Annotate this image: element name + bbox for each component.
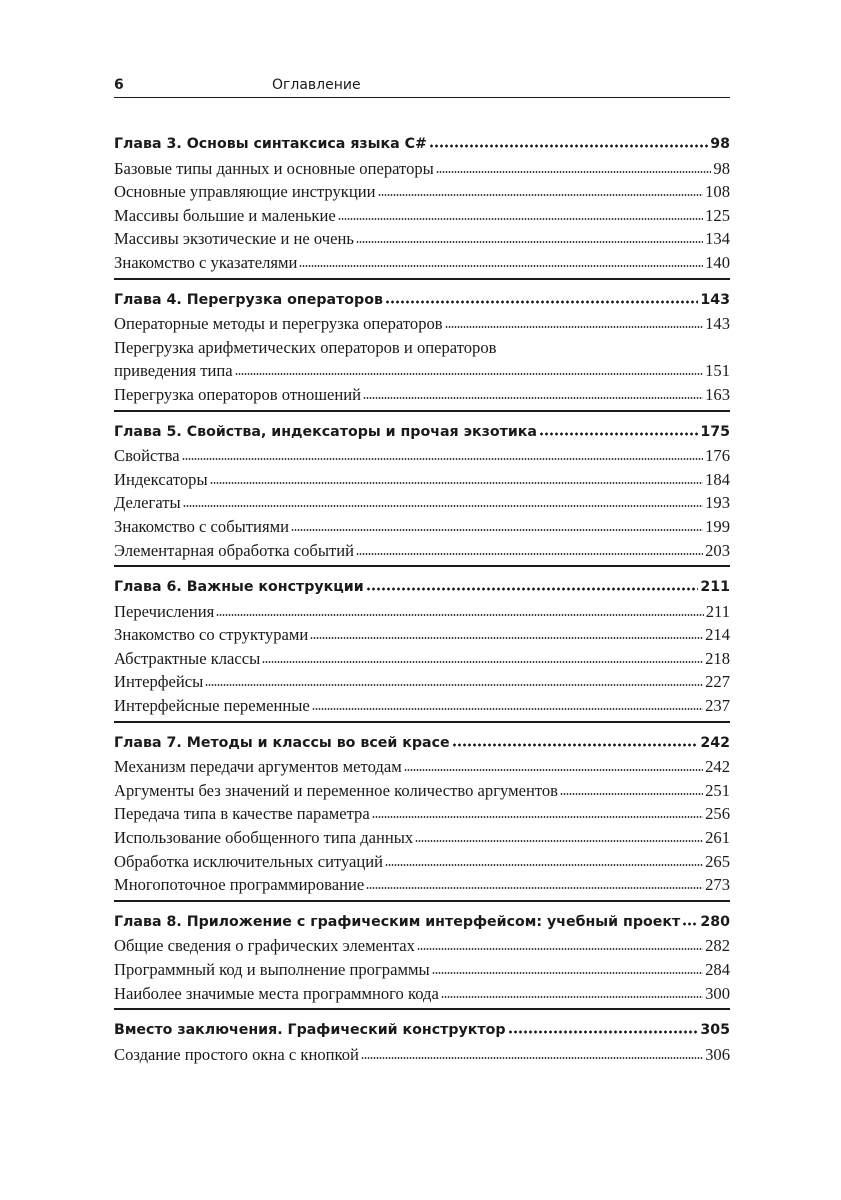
- chapter-page: 98: [710, 136, 730, 152]
- chapter-title: Глава 8. Приложение с графическим интерфейсом: учебный проект: [114, 913, 681, 930]
- entry-title: Передача типа в качестве параметра: [114, 804, 370, 824]
- entry-title: Интерфейсные переменные: [114, 696, 310, 716]
- entry-title: Основные управляющие инструкции: [114, 182, 376, 202]
- entry-title-continued: приведения типа: [114, 361, 233, 381]
- toc-entry[interactable]: [114, 600, 730, 624]
- entry-page: 237: [705, 696, 730, 716]
- dot-leader: [366, 587, 699, 591]
- toc-entry[interactable]: [114, 670, 730, 694]
- chapter-page: 175: [700, 423, 730, 440]
- dot-leader: [539, 432, 698, 436]
- chapter-heading[interactable]: [114, 133, 730, 157]
- entry-title: Создание простого окна с кнопкой: [114, 1044, 359, 1064]
- dot-leader: [235, 372, 703, 376]
- entry-title: Аргументы без значений и переменное количество аргументов: [114, 780, 558, 800]
- entry-page: 108: [705, 182, 730, 202]
- chapter-7: [114, 732, 730, 902]
- toc-entry[interactable]: [114, 251, 730, 275]
- entry-page: 282: [705, 936, 730, 956]
- entry-title: Программный код и выполнение программы: [114, 960, 430, 979]
- chapter-page: 211: [700, 579, 730, 596]
- toc-entry[interactable]: [114, 180, 730, 204]
- dot-leader: [312, 707, 703, 711]
- entry-page: 218: [705, 648, 730, 668]
- toc-entry[interactable]: [114, 647, 730, 671]
- entry-page: 143: [705, 314, 730, 334]
- chapter-heading[interactable]: [114, 1019, 730, 1043]
- entry-title: Делегаты: [114, 493, 181, 513]
- entry-title: Свойства: [114, 446, 180, 466]
- dot-leader: [205, 683, 703, 687]
- entry-title: Использование обобщенного типа данных: [114, 828, 414, 848]
- chapter-title: Глава 5. Свойства, индексаторы и прочая экзотика: [114, 423, 537, 440]
- dot-leader: [445, 325, 703, 329]
- dot-leader: [356, 552, 703, 556]
- entry-page: 227: [705, 672, 730, 692]
- entry-page: 163: [705, 384, 730, 404]
- entry-page: 265: [705, 851, 730, 871]
- chapter-page: 305: [700, 1022, 730, 1039]
- entry-title: Знакомство со структурами: [114, 625, 309, 645]
- chapter-title: Глава 7. Методы и классы во всей красе: [114, 734, 450, 751]
- dot-leader: [429, 144, 708, 148]
- entry-title: Многопоточное программирование: [114, 875, 365, 895]
- entry-title: Обработка исключительных ситуаций: [114, 851, 384, 871]
- page-header: [114, 73, 730, 98]
- toc-entry-first-line[interactable]: [114, 336, 730, 360]
- entry-title: Массивы большие и маленькие: [114, 205, 336, 225]
- dot-leader: [299, 264, 703, 268]
- entry-title: Абстрактные классы: [114, 648, 261, 668]
- entry-page: 300: [705, 983, 730, 1003]
- chapter-heading[interactable]: [114, 576, 730, 600]
- dot-leader: [385, 300, 698, 304]
- entry-page: 151: [705, 361, 730, 381]
- entry-title: Базовые типы данных и основные операторы: [114, 158, 434, 178]
- chapter-page: 242: [700, 734, 730, 751]
- entry-page: 211: [705, 601, 730, 621]
- table-of-contents: [114, 133, 730, 1078]
- dot-leader: [452, 743, 699, 747]
- entry-title: Знакомство с указателями: [114, 252, 298, 272]
- dot-leader: [432, 971, 704, 975]
- toc-entry[interactable]: [114, 204, 730, 228]
- chapter-6: [114, 576, 730, 723]
- chapter-4: [114, 289, 730, 412]
- dot-leader: [417, 947, 703, 951]
- chapter-heading[interactable]: [114, 421, 730, 445]
- entry-title: Общие сведения о графических элементах: [114, 936, 415, 956]
- running-title: Оглавление: [272, 77, 361, 93]
- toc-entry[interactable]: [114, 802, 730, 826]
- entry-title: Элементарная обработка событий: [114, 540, 355, 560]
- dot-leader: [682, 922, 698, 926]
- toc-entry[interactable]: [114, 227, 730, 251]
- entry-title: Наиболее значимые места программного кода: [114, 983, 439, 1003]
- toc-entry[interactable]: [114, 383, 730, 407]
- toc-entry[interactable]: [114, 623, 730, 647]
- dot-leader: [560, 792, 703, 796]
- toc-entry[interactable]: [114, 779, 730, 803]
- toc-entry[interactable]: [114, 539, 730, 563]
- entry-title: Массивы экзотические и не очень: [114, 229, 354, 249]
- dot-leader: [415, 839, 703, 843]
- dot-leader: [372, 815, 703, 819]
- entry-page: 256: [705, 804, 730, 824]
- dot-leader: [404, 768, 703, 772]
- entry-page: 193: [705, 493, 730, 513]
- entry-page: 184: [705, 469, 730, 489]
- toc-entry[interactable]: [114, 873, 730, 897]
- entry-title: Перечисления: [114, 601, 215, 621]
- toc-entry[interactable]: [114, 157, 730, 181]
- entry-page: 203: [705, 540, 730, 560]
- toc-entry[interactable]: [114, 444, 730, 468]
- toc-entry[interactable]: [114, 359, 730, 383]
- entry-title: Интерфейсы: [114, 672, 204, 692]
- dot-leader: [378, 193, 704, 197]
- chapter-page: 280: [700, 913, 730, 930]
- toc-entry[interactable]: [114, 694, 730, 718]
- dot-leader: [508, 1030, 699, 1034]
- toc-entry[interactable]: [114, 755, 730, 779]
- dot-leader: [441, 995, 703, 999]
- toc-entry[interactable]: [114, 934, 730, 958]
- toc-entry[interactable]: [114, 850, 730, 874]
- entry-page: 140: [705, 252, 730, 272]
- dot-leader: [210, 481, 704, 485]
- dot-leader: [182, 457, 704, 461]
- entry-page: 261: [705, 828, 730, 848]
- entry-page: 251: [705, 780, 730, 800]
- dot-leader: [338, 217, 703, 221]
- entry-title: Перегрузка операторов отношений: [114, 384, 362, 404]
- chapter-heading[interactable]: [114, 911, 730, 935]
- toc-entry[interactable]: [114, 312, 730, 336]
- dot-leader: [356, 240, 703, 244]
- chapter-conclusion: [114, 1019, 730, 1069]
- dot-leader: [363, 396, 703, 400]
- chapter-title: Глава 3. Основы синтаксиса языка C#: [114, 136, 427, 152]
- dot-leader: [436, 170, 712, 174]
- chapter-title: Глава 6. Важные конструкции: [114, 579, 364, 596]
- toc-entry[interactable]: [114, 958, 730, 982]
- dot-leader: [366, 886, 703, 890]
- toc-entry[interactable]: [114, 468, 730, 492]
- entry-page: 273: [705, 875, 730, 895]
- entry-page: 306: [705, 1044, 730, 1064]
- dot-leader: [183, 504, 703, 508]
- dot-leader: [310, 636, 703, 640]
- toc-entry[interactable]: [114, 1043, 730, 1067]
- toc-entry[interactable]: [114, 826, 730, 850]
- chapter-heading[interactable]: [114, 732, 730, 756]
- chapter-title: Вместо заключения. Графический конструктор: [114, 1022, 506, 1039]
- entry-page: 242: [705, 757, 730, 777]
- entry-page: 176: [705, 446, 730, 466]
- dot-leader: [291, 528, 703, 532]
- dot-leader: [262, 660, 703, 664]
- chapter-8: [114, 911, 730, 1010]
- entry-page: 214: [705, 625, 730, 645]
- entry-title: Знакомство с событиями: [114, 516, 289, 536]
- entry-page: 284: [705, 960, 730, 979]
- dot-leader: [385, 863, 703, 867]
- entry-title: Перегрузка арифметических операторов и операторов: [114, 337, 497, 357]
- dot-leader: [216, 613, 703, 617]
- chapter-5: [114, 421, 730, 568]
- entry-page: 98: [713, 158, 730, 178]
- entry-page: 125: [705, 205, 730, 225]
- entry-title: Механизм передачи аргументов методам: [114, 757, 402, 777]
- chapter-3: [114, 133, 730, 280]
- chapter-title: Глава 4. Перегрузка операторов: [114, 291, 383, 308]
- page-number: 6: [114, 77, 124, 93]
- chapter-page: 143: [700, 291, 730, 308]
- chapter-heading[interactable]: [114, 289, 730, 313]
- entry-title: Операторные методы и перегрузка операторов: [114, 314, 443, 334]
- toc-entry[interactable]: [114, 982, 730, 1006]
- entry-page: 199: [705, 516, 730, 536]
- dot-leader: [361, 1056, 703, 1060]
- toc-entry[interactable]: [114, 491, 730, 515]
- toc-entry[interactable]: [114, 515, 730, 539]
- entry-page: 134: [705, 229, 730, 249]
- entry-title: Индексаторы: [114, 469, 208, 489]
